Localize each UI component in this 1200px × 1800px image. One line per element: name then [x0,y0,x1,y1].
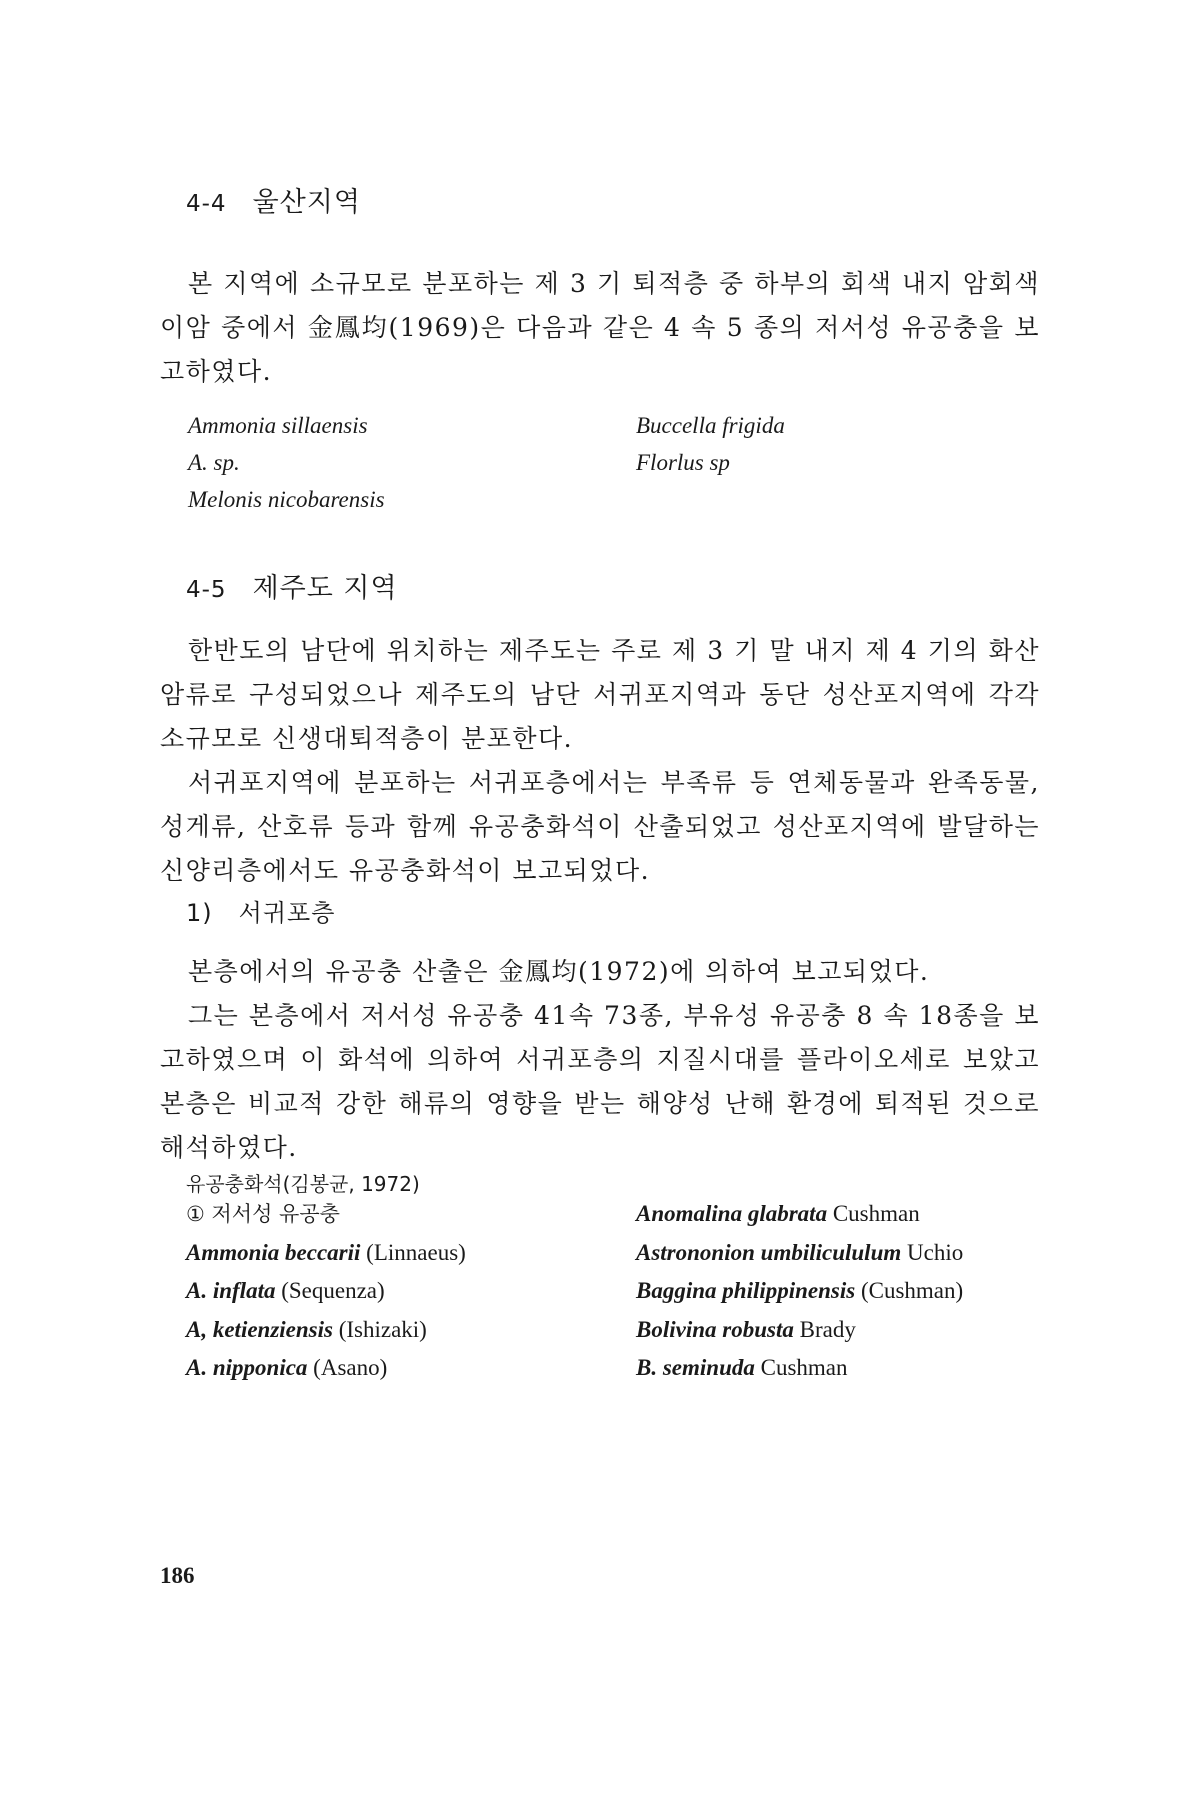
section-heading-4-5 [186,566,398,605]
paragraph: 한반도의 남단에 위치하는 제주도는 주로 제 3 기 말 내지 제 4 기의 화산암류로 구성되었으나 제주도의 남단 서귀포지역과 동단 성산포지역에 각각 소규모로 신생대퇴적층이 분포한다. [160,636,1040,753]
species-item: Florlus sp [636,450,730,475]
fossil-item [636,1195,963,1234]
paragraph: 본층에서의 유공충 산출은 金鳳均(1972)에 의하여 보고되었다. [188,957,930,986]
species-item: Ammonia sillaensis [188,413,368,438]
fossil-name: Astrononion umbilicululum [636,1239,902,1265]
fossil-name: Baggina philippinensis [636,1278,856,1303]
section-title: 제주도 지역 [252,573,398,604]
species-item: A. sp. [188,450,240,475]
fossil-name: B. seminuda [636,1355,755,1380]
fossil-author: (Sequenza) [281,1278,385,1303]
fossil-author: Uchio [907,1239,964,1265]
section-title: 울산지역 [252,187,361,218]
fossil-name: A, ketienziensis [186,1316,333,1342]
species-item: Buccella frigida [636,413,785,438]
page-number: 186 [160,1563,195,1588]
subsection-title: 서귀포층 [238,899,336,927]
fossil-item [186,1272,466,1311]
species-item: Melonis nicobarensis [188,487,385,512]
species-list-left [188,407,385,518]
fossil-name: A. inflata [186,1278,276,1303]
section-4-5-body [160,629,1040,893]
fossil-author: Cushman [832,1201,920,1226]
section-number: 4-4 [186,191,227,217]
section-heading-4-4 [186,180,361,219]
fossil-author: Cushman [760,1355,848,1380]
paragraph: 서귀포지역에 분포하는 서귀포층에서는 부족류 등 연체동물과 완족동물, 성게류, 산호류 등과 함께 유공충화석이 산출되었고 성산포지역에 발달하는 신양리층에서도 유공충화석이 보고되었다. [160,768,1040,885]
group-label: ① 저서성 유공충 [186,1202,340,1226]
fossil-author: (Cushman) [860,1278,964,1303]
fossil-item [186,1234,466,1273]
fossil-list-right [636,1195,963,1388]
subsection-number: 1) [186,899,213,927]
subsection-body [160,950,1040,1170]
fossil-name: A. nipponica [186,1355,308,1380]
fossil-author: (Linnaeus) [366,1239,466,1265]
fossil-author: (Asano) [313,1355,388,1380]
paragraph: 본 지역에 소규모로 분포하는 제 3 기 퇴적층 중 하부의 회색 내지 암회색 이암 중에서 金鳳均(1969)은 다음과 같은 4 속 5 종의 저서성 유공충을 보고하였다. [160,269,1040,386]
fossil-list-left [186,1195,466,1388]
fossil-item [636,1272,963,1311]
fossil-item [636,1349,963,1388]
fossil-author: Brady [799,1316,856,1342]
fossil-item [186,1311,466,1350]
section-number: 4-5 [186,577,227,603]
fossil-name: Bolivina robusta [636,1316,794,1342]
fossil-name: Anomalina glabrata [636,1201,828,1226]
fossil-item [186,1349,466,1388]
fossil-reference: 유공충화석(김봉균, 1972) [186,1172,420,1196]
species-list-right [636,407,785,481]
subsection-heading [186,893,335,928]
fossil-name: Ammonia beccarii [186,1239,361,1265]
fossil-item [636,1234,963,1273]
fossil-item [636,1311,963,1350]
paragraph: 그는 본층에서 저서성 유공충 41속 73종, 부유성 유공충 8 속 18종을 보고하였으며 이 화석에 의하여 서귀포층의 지질시대를 플라이오세로 보았고 본층은 비교적 강한 해류의 영향을 받는 해양성 난해 환경에 퇴적된 것으로 해석하였다. [160,1001,1040,1162]
fossil-author: (Ishizaki) [338,1316,427,1342]
section-4-4-paragraph [160,262,1040,394]
